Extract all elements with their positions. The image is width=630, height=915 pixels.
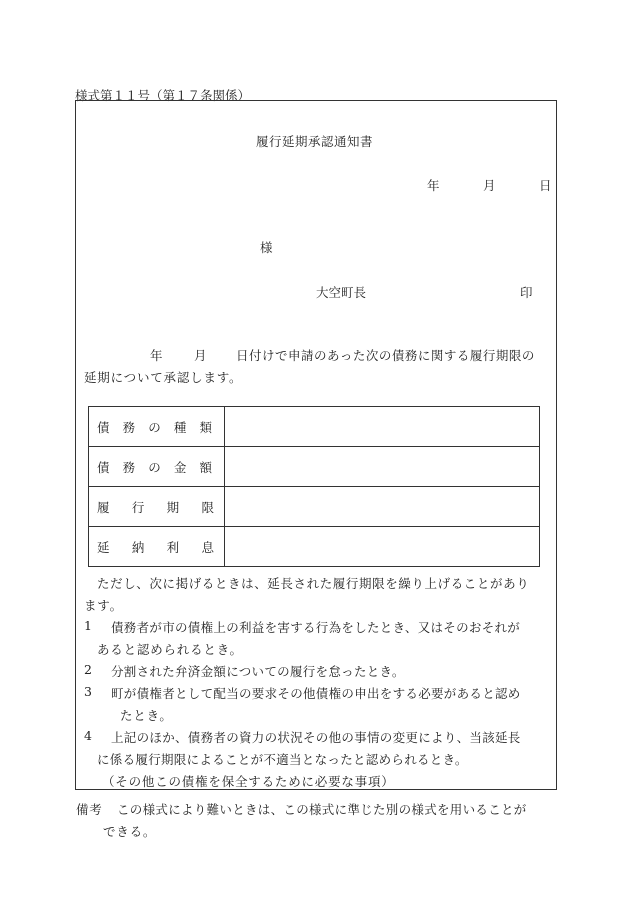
row-label-performance-deadline xyxy=(89,487,225,527)
label-char: 延 xyxy=(97,539,110,555)
document-title: 履行延期承認通知書 xyxy=(256,134,374,149)
value-deferral-interest[interactable] xyxy=(225,527,540,567)
label-char: 限 xyxy=(201,499,214,515)
form-number-header: 様式第１１号（第１７条関係） xyxy=(75,88,251,103)
row-label-deferral-interest xyxy=(89,527,225,567)
intro-text: 日付けで申請のあった次の債務に関する履行期限の xyxy=(236,348,535,363)
label-char: 期 xyxy=(166,499,180,515)
condition-item-text: 町が債権者として配当の要求その他債権の申出をする必要があると認め xyxy=(111,686,521,701)
table-row xyxy=(89,487,540,527)
addressee-suffix: 様 xyxy=(260,240,273,255)
label-char: 金 xyxy=(173,459,187,475)
intro-text-line2: 延期について承認します。 xyxy=(84,370,243,385)
condition-item-text: 債務者が市の債権上の利益を害する行為をしたとき、又はそのおそれが xyxy=(111,620,521,635)
debt-detail-table xyxy=(88,406,540,567)
condition-item-text: 分割された弁済金額についての履行を怠ったとき。 xyxy=(111,664,405,679)
other-items-note: （その他この債権を保全するために必要な事項） xyxy=(102,774,395,789)
intro-year: 年 xyxy=(150,348,163,363)
condition-item-text-cont: あると認められるとき。 xyxy=(97,642,243,657)
condition-item-number: 4 xyxy=(84,728,93,743)
row-label-debt-type xyxy=(89,407,225,447)
label-char: 納 xyxy=(131,539,145,555)
intro-month: 月 xyxy=(194,348,207,363)
condition-item-text-cont: に係る履行期限によることが不適当となったと認められるとき。 xyxy=(97,752,468,767)
label-char: 務 xyxy=(122,459,136,475)
date-year-label: 年 xyxy=(427,178,440,193)
label-char: 債 xyxy=(97,419,110,435)
condition-item-text-cont: たとき。 xyxy=(120,708,173,723)
value-debt-type[interactable] xyxy=(225,407,540,447)
condition-item-text: 上記のほか、債務者の資力の状況その他の事情の変更により、当該延長 xyxy=(111,730,521,745)
table-row xyxy=(89,407,540,447)
remarks-text-cont: できる。 xyxy=(103,824,157,839)
value-performance-deadline[interactable] xyxy=(225,487,540,527)
date-day-label: 日 xyxy=(539,178,552,193)
condition-item-number: 2 xyxy=(84,662,93,677)
label-char: 額 xyxy=(199,459,212,475)
label-char: の xyxy=(148,419,161,435)
conditions-lead-line2: ます。 xyxy=(84,598,123,613)
row-label-debt-amount xyxy=(89,447,225,487)
label-char: の xyxy=(148,459,161,475)
date-month-label: 月 xyxy=(483,178,496,193)
label-char: 種 xyxy=(173,419,187,435)
conditions-lead: ただし、次に掲げるときは、延長された履行期限を繰り上げることがあり xyxy=(97,576,530,591)
table-row xyxy=(89,527,540,567)
label-char: 息 xyxy=(201,539,214,555)
label-char: 行 xyxy=(131,499,145,515)
issuer-name: 大空町長 xyxy=(316,285,367,300)
condition-item-number: 1 xyxy=(84,618,93,633)
label-char: 類 xyxy=(199,419,212,435)
condition-item-number: 3 xyxy=(84,684,93,699)
label-char: 債 xyxy=(97,459,110,475)
label-char: 履 xyxy=(97,499,110,515)
table-row xyxy=(89,447,540,487)
seal-mark: 印 xyxy=(520,285,533,300)
remarks-label: 備考 xyxy=(76,802,103,817)
label-char: 利 xyxy=(166,539,180,555)
value-debt-amount[interactable] xyxy=(225,447,540,487)
label-char: 務 xyxy=(122,419,136,435)
remarks-text: この様式により難いときは、この様式に準じた別の様式を用いることが xyxy=(117,802,527,817)
